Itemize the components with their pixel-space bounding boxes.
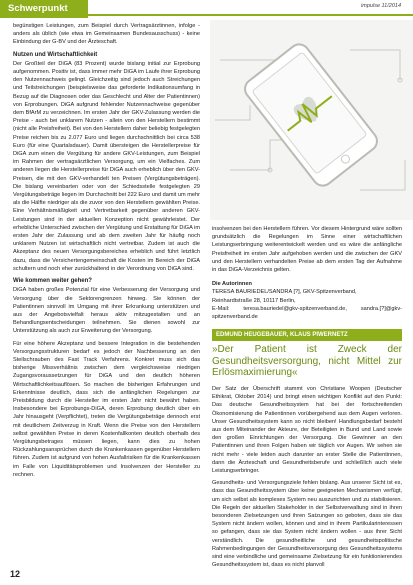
paragraph: DiGA haben großes Potenzial für eine Verbesserung der Versorgung und Versorgung über die Sektorengrenzen hinweg. Sie können der Patientinnen sinnvoll im Umgang mit ihrer Erkrankung unterstützen und aus der Angebotsvielfalt heraus aktiv mitzugestalten und an Behandlungsentscheidungen teilnehmen. Sie dienen sowohl zur Unterstützung als auch zur Erweiterung der Versorgung.	[13, 287, 200, 335]
article-headline: »Der Patient ist Zweck der Gesundheitsversorgung, nicht Mittel zur Erlösmaximierung«	[212, 344, 402, 379]
left-column	[13, 22, 200, 483]
intro-paragraph: begünstigen Leistungen, zum Beispiel durch Vertragsärztinnen, infolge - anders als üblich (wie etwa im Gemeinsamen Bundesausschuss) - keine Einbindung der G-BV und der Ärzteschaft.	[13, 23, 200, 46]
issue-label: impulse 11/2014	[361, 3, 401, 9]
authors-title: Die Autorinnen	[212, 281, 252, 288]
page-header	[0, 0, 413, 20]
subheading-nutzen: Nutzen und Wirtschaftlichkeit	[13, 51, 98, 58]
subheading-weiter: Wie kommen weiter gehen?	[13, 278, 92, 285]
author-email[interactable]: E-Mail: teresa.bauriedel@gkv-spitzenverband.de, sandra.[?]@gkv-spitzenverband.de	[212, 305, 402, 321]
author-names: TERESA BAURIEDEL/SANDRA [?], GKV-Spitzenverband,	[212, 289, 357, 296]
paragraph: Der Großteil der DiGA (83 Prozent) wurde bislang initial zur Erprobung aufgenommen. Positiv ist, dass immer mehr DiGA im Laufe ihrer Erprobung den Nutzennachweis gelingt. Gleichzeitig sind jedoch auch Streichungen und Teilstreichungen (beispielsweise das geforderte Indikationsumfang in Bezug auf die Diagnosen oder das Geschlecht und Alter der Patientinnen) von Erprobungen. DiGA aufgrund fehlender Nutzennachweise gegenüber dem BfArM zu verzeichnen. Im ersten Jahr der GKV-Zulassung werden die Preise - auch bei unklarem Nutzen - allein von den Herstellern bestimmt (nicht alle Preisfreiheit). Bei von den Herstellern daher beliebig festgelegten Preise reichen bis zu 2.077 Euro und liegen durchschnittlich bei circa 538 Euro (für eine Quartalsdauer). Damit übersteigen die Herstellerpreise für DiGA zum einen die Vergütung für andere GKV-Leistungen, zum Beispiel im Rahmen der vertragsärztlichen Versorgung, um ein Vielfaches. Zum anderen liegen die Herstellerpreise für DiGA auch erheblich über den GKV-Preisen, die mit den GKV-verhandelt ten Preisen (Vergütungsbeträgen). Die bislang vereinbarten oder von der Schiedsstelle festgelegten 29 Vergütungsbeträge liegen im Durchschnitt bei 222 Euro und damit um mehr als die Hälfte niedriger als die zuvor von den Herstellern gewählten Preise. Eine Verhältnismäßigkeit und Vertretbarkeit gegenüber anderen GKV-Leistungen sind in der aktuellen Konzeption nicht gewährleistet. Der erhebliche Unterschied zwischen der Vergütung und Erstattung für DiGA im ersten Jahr der Zulassung und ab dem zweiten Jahr für häufig noch unklarem Nutzen ist wirtschaftlich nicht vertretbar. Zudem ist auch die Akzeptanz des neuen Versorgungsbereiches erheblich und führt letztlich dazu, dass die Versichertengemeinschaft die Kosten im Bereich der DiGA schultern und noch eher zurückhaltend in der Verordnung von DiGA sind.	[13, 60, 200, 272]
author-address: Reinhardtstraße 28, 10117 Berlin,	[212, 297, 296, 304]
article-author-banner: EDMUND HEUGEBAUER, KLAUS PIWERNETZ	[212, 329, 402, 341]
author-info	[212, 280, 402, 321]
paragraph: insolvenzen bei den Herstellern führen. Vor diesem Hintergrund wäre sollten grundsätzlich die Regelungen im Sinne einer wirtschaftlichen Leistungserbringung weiterentwickelt werden und es wäre die anfängliche Preisfreiheit im ersten Jahr aufgehoben werden und die zwischen der GKV und den Herstellern verhandelten Preise ab dem ersten Tag der Aufnahme in das DiGA-Verzeichnis gelten.	[212, 226, 402, 274]
paragraph: Für eine höhere Akzeptanz und bessere Integration in die bestehenden Versorgungsstrukturen bedarf es jedoch der Nachbesserung an den Stellschrauben des Fast Track Verfahrens. Konkret muss sich das bisherige Missverhältnis zwischen dem vergleichsweise niedrigen Zugangsvoraussetzungen für DiGA und den deutlich höheren Wirtschaftlichkeitsauflösen. So machen die bisherigen Erfahrungen und Erkenntnisse deutlich, dass sich die anfänglichen Regelungen zur Preisbildung durch die Hersteller im ersten Jahr nicht bewährt haben. Insbesondere bei Erprobungs-DiGA, deren Erprobung deutlich über ein Jahr hinausgeht (Verpflichtet), treten die Vergütungsbeträge dennoch erst mit deutlichem Zeitverzug in Kraft. Wenn die Preise von den Herstellern selbst gewählten Preise in deren Kostenfallkonten deutlich oberhalb des Vergütungsbetrages müssen liegen, kann dies zu hohen Rückzahlungsansprüchen durch die Krankenkassen gegenüber Herstellern führen. Zudem ist aufgrund von hohen Ausfallrisiken für die Krankenkassen im Falle von Liquiditätsproblemen und Insolvenzen der Hersteller zu rechnen.	[13, 340, 200, 478]
paragraph: Gesundheits- und Versorgungsziele fehlen bislang. Aus unserer Sicht ist es, dass das Gesundheitssystem über keine geeigneten Mechanismen verfügt, um sich selbst als komplexes System neu auszurichten und zu stabilisieren. Die Regeln der aktuellen Stakeholder in der Selbstverwaltung sind in ihren besonderen Zielsetzungen und ihren Satzungen so geboten, dass sie das System nicht ändern wollen, können und sind in ihrem Partikularinteressen so gefangen, dass sie das System nicht ändern wollen - aus ihrer Sicht verständlich. Die gesundheitliche und gesundheitspolitische Rahmenbedingungen der Gesundheitsversorgung des Gesundheitssystems sind eine verbindliche und gemeinsame Zielsetzung für ein funktionierendes Gesundheitssystem ist, dass es nicht planvoll	[212, 480, 402, 569]
right-column	[212, 225, 402, 573]
paragraph: Der Satz der Überschrift stammt von Christiane Woopen (Deutscher Ethikrat, Oktober 2014) und bringt einen wichtigen Konflikt auf den Punkt: Das deutsche Gesundheitssystem hat bei der fortschreitenden Ökonomisierung die Patientinnen vorübergehend aus dem Augen verloren. Unser Gesundheitssystem kann so nicht bleiben! Handlungsbedarf besteht aus dem Miteinander der Akteure, der Beteiligten in Bund und Land sowie den großen Einrichtungen der Versorgung. Die Gewinner an den Patientinnen und ihren Folgen haben wir täglich vor Augen. Wir sehen sie nicht mehr - viele leiden auch darunter an erster Stelle die Patientinnen, dann die Ärzteschaft und Gesundheitsberufe und schließlich auch viele Leistungserbringer.	[212, 385, 402, 474]
page-number: 12	[10, 569, 21, 579]
header-rule	[88, 14, 413, 16]
section-label: Schwerpunkt	[0, 0, 88, 18]
smartphone-illustration	[210, 20, 413, 220]
